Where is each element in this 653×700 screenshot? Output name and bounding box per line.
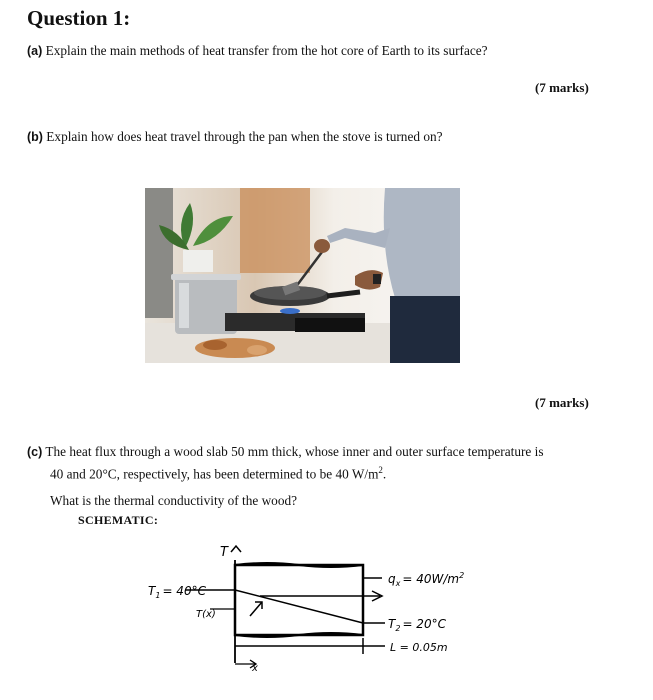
t1-label: $T_1 = 40^\circ C$ (148, 584, 206, 600)
cooking-photo (145, 188, 460, 363)
part-c-line2-end: . (382, 466, 387, 482)
question-title: Question 1: (27, 6, 131, 30)
schematic-title: SCHEMATIC: (78, 513, 159, 527)
part-c-line2 (50, 461, 386, 483)
part-a-text: Explain the main methods of heat transfer from the hot core of Earth to its surface? (45, 43, 488, 58)
part-b-marks: (7 marks) (535, 395, 589, 410)
part-b-label: (b) (27, 130, 43, 144)
part-a (27, 42, 488, 60)
wood-slab (235, 565, 363, 635)
part-c (27, 443, 627, 461)
x-axis-label: x (252, 663, 258, 673)
t-axis-label: T (220, 545, 228, 560)
tx-label: T(x) (196, 609, 216, 620)
temperature-profile-line (235, 590, 363, 623)
part-c-label: (c) (27, 445, 43, 459)
part-b (27, 128, 443, 146)
part-c-line2-sup: 2 (378, 465, 383, 475)
part-a-label: (a) (27, 44, 43, 58)
t2-label: $T_2 = 20^\circ C$ (388, 617, 446, 633)
length-label: L = 0.05m (390, 641, 448, 654)
part-b-text: Explain how does heat travel through the pan when the stove is turned on? (46, 129, 443, 144)
part-a-marks: (7 marks) (535, 80, 589, 95)
part-c-line1: The heat flux through a wood slab 50 mm thick, whose inner and outer surface temperature is (45, 444, 544, 459)
part-c-line2-text: 40 and 20°C, respectively, has been determined to be 40 W/m (50, 466, 379, 482)
heat-flux-label: $q_x = 40W/m^2$ (388, 571, 465, 588)
part-c-question: What is the thermal conductivity of the wood? (50, 493, 298, 508)
wall-schematic (110, 538, 510, 673)
